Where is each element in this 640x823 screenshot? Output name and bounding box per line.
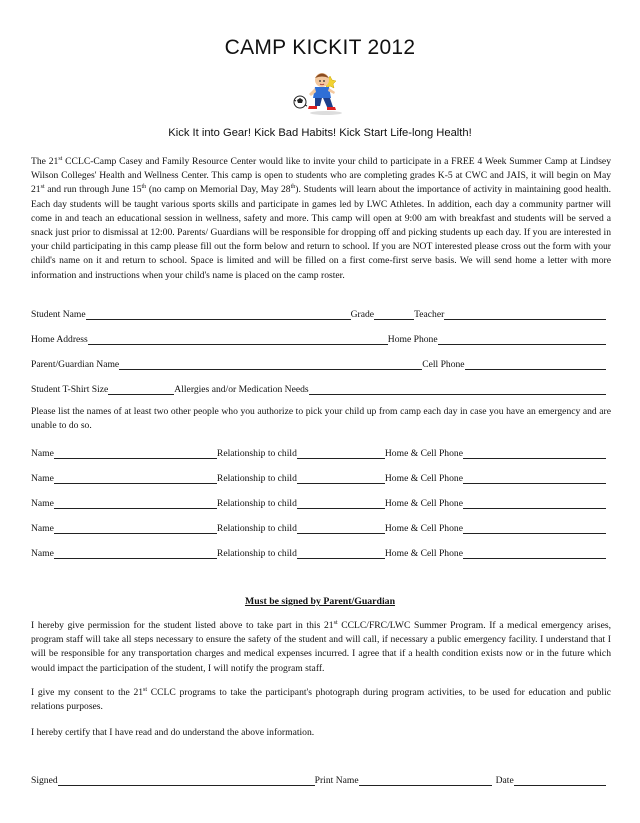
teacher-label: Teacher <box>414 309 445 320</box>
parent-name-label: Parent/Guardian Name <box>31 359 120 370</box>
pickup-row <box>31 521 606 534</box>
parent-name-row <box>31 357 606 370</box>
signature-row <box>31 773 606 786</box>
pickup-name-label: Name <box>31 498 54 509</box>
pickup-phone-label: Home & Cell Phone <box>384 473 463 484</box>
parent-name-field[interactable] <box>119 358 422 370</box>
pickup-relationship-field[interactable] <box>297 447 385 459</box>
pickup-phone-field[interactable] <box>463 522 606 534</box>
pickup-relationship-field[interactable] <box>297 547 385 559</box>
pickup-instructions: Please list the names of at least two other people who you authorize to pick your child up from camp each day in case you have an emergency and are unable to do so. <box>31 406 611 432</box>
pickup-phone-label: Home & Cell Phone <box>384 448 463 459</box>
pickup-name-field[interactable] <box>54 497 217 509</box>
consent-certify: I hereby certify that I have read and do understand the above information. <box>31 727 315 738</box>
signed-label: Signed <box>31 775 58 786</box>
pickup-relationship-label: Relationship to child <box>216 498 297 509</box>
pickup-name-label: Name <box>31 548 54 559</box>
pickup-row <box>31 446 606 459</box>
pickup-relationship-field[interactable] <box>297 522 385 534</box>
student-name-field[interactable] <box>86 308 351 320</box>
date-field[interactable] <box>514 774 606 786</box>
home-address-field[interactable] <box>88 333 388 345</box>
signature-field[interactable] <box>58 774 315 786</box>
pickup-relationship-label: Relationship to child <box>216 548 297 559</box>
pickup-name-label: Name <box>31 448 54 459</box>
home-phone-label: Home Phone <box>387 334 438 345</box>
tshirt-label: Student T-Shirt Size <box>31 384 109 395</box>
print-name-field[interactable] <box>359 774 492 786</box>
home-address-row <box>31 332 606 345</box>
grade-label: Grade <box>350 309 375 320</box>
pickup-name-field[interactable] <box>54 447 217 459</box>
intro-paragraph: The 21st CCLC-Camp Casey and Family Resource Center would like to invite your child to participate in a FREE 4 Week Summer Camp at Lindsey Wilson Colleges' Health and Wellness Center. This camp is open to students who are completing grades K-5 at CWC and JAIS, it will begin on May 21st and run through June 15th (no camp on Memorial Day, May 28th). Students will learn about the importance of activity in maintaining good health. Each day students will be taught various sports skills and participate in games led by LWC Athletes. In addition, each day a community partner will come in and teach an educational session in wellness, safety and more. This camp will open at 9:00 am with breakfast and students will be served a snack just prior to dismissal at 12:00. Parents/ Guardians will be responsible for dropping off and picking students up each day. If you are interested in your child participating in this camp please fill out the form below and return to school. If you are NOT interested please cross out the form with your child's name on it and return to school. Space is limited and will be filled on a first come-first serve basis. We will send home a letter with more information and instructions when your child's name is placed on the camp roster. <box>31 155 612 281</box>
allergies-label: Allergies and/or Medication Needs <box>174 384 309 395</box>
consent-photo: I give my consent to the 21st CCLC programs to take the participant's photograph during program activities, to be used for education and public relations purposes. <box>31 686 611 713</box>
tshirt-row <box>31 382 606 395</box>
teacher-field[interactable] <box>444 308 606 320</box>
pickup-relationship-label: Relationship to child <box>216 473 297 484</box>
pickup-phone-field[interactable] <box>463 497 606 509</box>
pickup-phone-label: Home & Cell Phone <box>384 498 463 509</box>
pickup-phone-label: Home & Cell Phone <box>384 548 463 559</box>
cell-phone-label: Cell Phone <box>422 359 465 370</box>
pickup-row <box>31 471 606 484</box>
date-label: Date <box>495 775 514 786</box>
pickup-name-label: Name <box>31 523 54 534</box>
tagline: Kick It into Gear! Kick Bad Habits! Kick Start Life-long Health! <box>168 127 472 139</box>
allergies-field[interactable] <box>309 383 606 395</box>
home-address-label: Home Address <box>31 334 88 345</box>
pickup-name-field[interactable] <box>54 522 217 534</box>
pickup-phone-field[interactable] <box>463 547 606 559</box>
pickup-phone-label: Home & Cell Phone <box>384 523 463 534</box>
consent-medical: I hereby give permission for the student listed above to take part in this 21st CCLC/FRC/LWC Summer Program. If a medical emergency arises, program staff will take all steps necessary to ensure the safety of the student and will call, if necessary a public emergency facility. I understand that I will be responsible for any transportation charges and medical expenses incurred. I agree that if a health condition exists now or in the future which would impact the participation of the student, I will notify the program staff. <box>31 619 611 674</box>
pickup-name-field[interactable] <box>54 472 217 484</box>
pickup-name-label: Name <box>31 473 54 484</box>
signature-heading: Must be signed by Parent/Guardian <box>244 596 396 607</box>
pickup-relationship-field[interactable] <box>297 497 385 509</box>
cell-phone-field[interactable] <box>465 358 606 370</box>
soccer-kid-icon <box>290 66 350 116</box>
pickup-relationship-field[interactable] <box>297 472 385 484</box>
tshirt-field[interactable] <box>108 383 174 395</box>
pickup-relationship-label: Relationship to child <box>216 448 297 459</box>
pickup-row <box>31 496 606 509</box>
pickup-phone-field[interactable] <box>463 472 606 484</box>
print-name-label: Print Name <box>314 775 359 786</box>
page-title: CAMP KICKIT 2012 <box>224 36 416 59</box>
student-name-label: Student Name <box>31 309 86 320</box>
pickup-row <box>31 546 606 559</box>
pickup-phone-field[interactable] <box>463 447 606 459</box>
pickup-relationship-label: Relationship to child <box>216 523 297 534</box>
pickup-name-field[interactable] <box>54 547 217 559</box>
student-name-row <box>31 307 606 320</box>
home-phone-field[interactable] <box>438 333 606 345</box>
grade-field[interactable] <box>374 308 414 320</box>
